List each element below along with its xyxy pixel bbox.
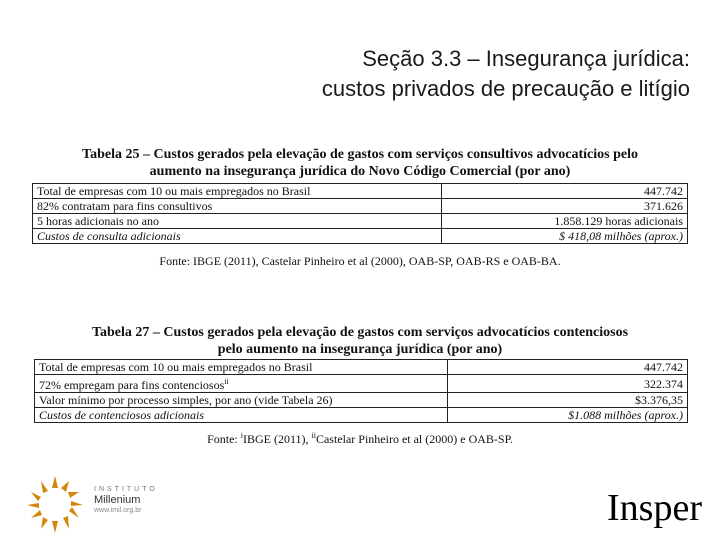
table-row	[35, 408, 688, 423]
slide-title-line2: custos privados de precaução e litígio	[321, 76, 690, 101]
footnote-marker: i	[240, 431, 243, 440]
logo-line1: INSTITUTO	[94, 486, 158, 493]
table25-caption	[30, 146, 690, 180]
table-cell-label: 5 horas adicionais no ano	[33, 214, 442, 229]
table-cell-value: $1.088 milhões (aprox.)	[448, 408, 688, 423]
table27-caption	[30, 324, 690, 358]
table-cell-label: Total de empresas com 10 ou mais empregados no Brasil	[33, 184, 442, 199]
table-cell-value: 322.374	[448, 375, 688, 393]
table-row	[35, 360, 688, 375]
table-row	[33, 184, 688, 199]
table27-caption-line1: Tabela 27 – Custos gerados pela elevação de gastos com serviços advocatícios contenciosos	[91, 325, 629, 340]
table-cell-value: 447.742	[442, 184, 688, 199]
table-cell-value: $ 418,08 milhões (aprox.)	[442, 229, 688, 244]
millenium-logo-text	[94, 486, 158, 514]
table-cell-label: 82% contratam para fins consultivos	[33, 199, 442, 214]
table27-caption-line2: pelo aumento na insegurança jurídica (por ano)	[217, 342, 503, 357]
table-cell-value: 371.626	[442, 199, 688, 214]
table-row	[35, 375, 688, 393]
footnote-marker: ii	[224, 377, 229, 386]
table25	[32, 183, 688, 244]
source-part: Castelar Pinheiro et al (2000) e OAB-SP.	[315, 432, 513, 446]
slide-title	[130, 44, 690, 104]
instituto-millenium-logo	[24, 474, 184, 534]
table25-source: Fonte: IBGE (2011), Castelar Pinheiro et al (2000), OAB-SP, OAB-RS e OAB-BA.	[159, 254, 561, 268]
table25-caption-line1: Tabela 25 – Custos gerados pela elevação de gastos com serviços consultivos advocatícios pelo	[82, 147, 638, 162]
table-cell-label: Custos de contenciosos adicionais	[35, 408, 448, 423]
table-cell-value: $3.376,35	[448, 393, 688, 408]
table-cell-label: Valor mínimo por processo simples, por ano (vide Tabela 26)	[35, 393, 448, 408]
table-row	[33, 214, 688, 229]
slide-title-line1: Seção 3.3 – Insegurança jurídica:	[362, 46, 690, 71]
table-cell-label: Total de empresas com 10 ou mais empregados no Brasil	[35, 360, 448, 375]
source-part: IBGE (2011),	[242, 432, 312, 446]
table25-caption-line2: aumento na insegurança jurídica do Novo Código Comercial (por ano)	[149, 164, 571, 179]
table-cell-value: 447.742	[448, 360, 688, 375]
logo-line3: www.imil.org.br	[94, 507, 142, 514]
table27	[34, 359, 688, 423]
table-cell-value: 1.858.129 horas adicionais	[442, 214, 688, 229]
table-row	[35, 393, 688, 408]
table-row	[33, 199, 688, 214]
source-prefix: Fonte:	[207, 432, 241, 446]
table27-source	[60, 431, 660, 447]
table-row	[33, 229, 688, 244]
millenium-sun-icon	[24, 474, 86, 534]
footnote-marker: ii	[311, 431, 316, 440]
table-cell-label	[35, 375, 448, 393]
table-cell-label-text: 72% empregam para fins contenciosos	[39, 378, 225, 392]
logo-line2: Millenium	[94, 494, 141, 506]
insper-logo: Insper	[607, 487, 702, 529]
table-cell-label: Custos de consulta adicionais	[33, 229, 442, 244]
